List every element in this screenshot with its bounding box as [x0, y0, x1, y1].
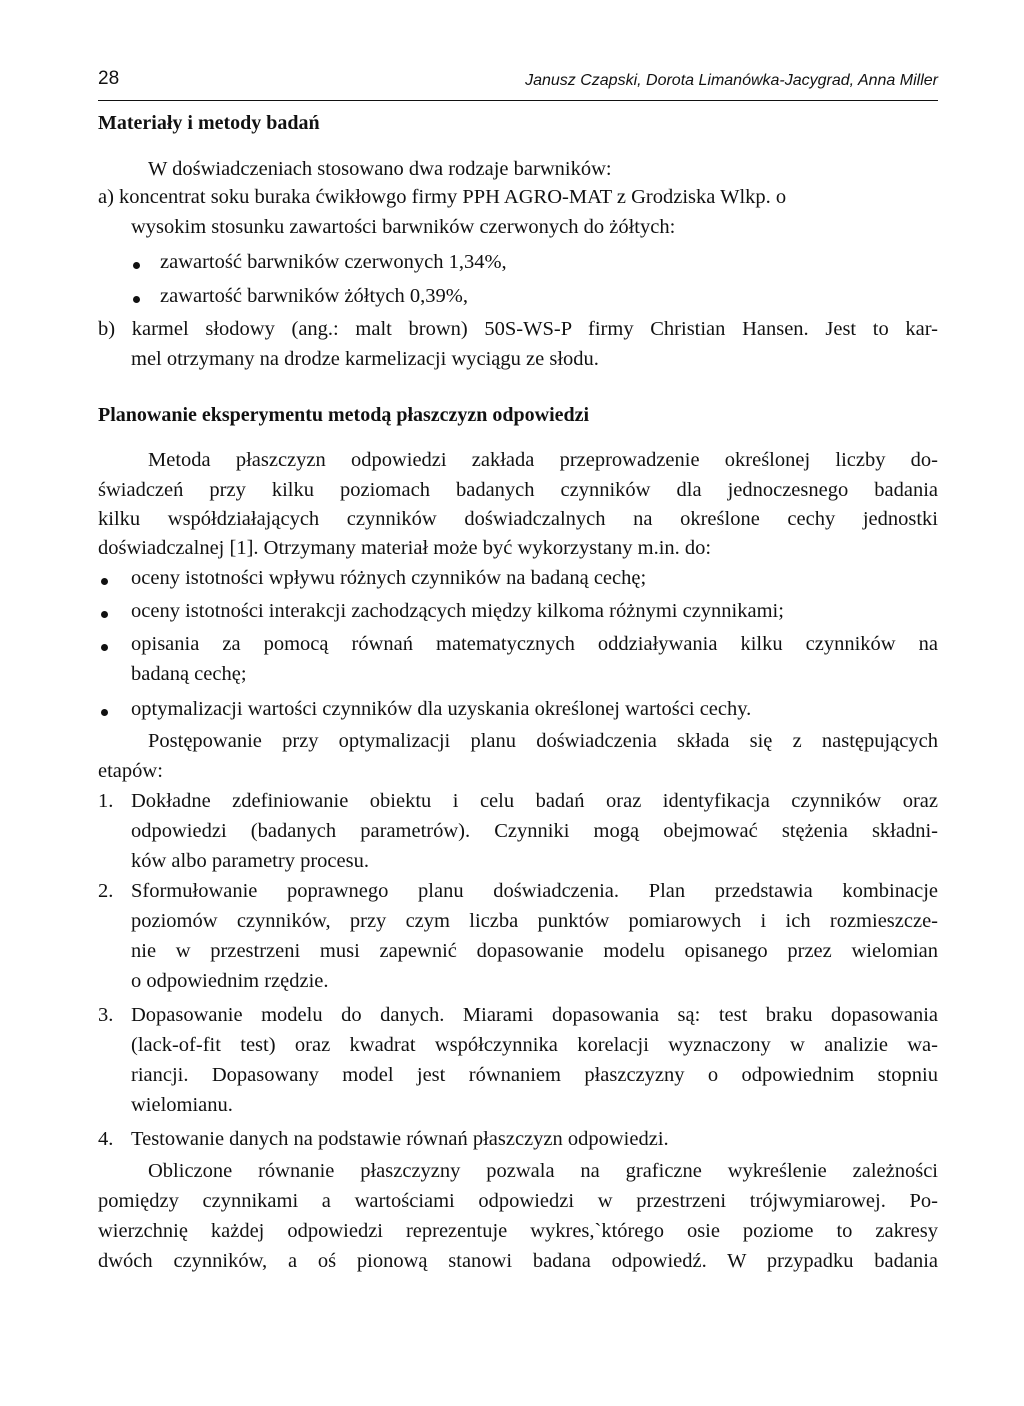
- paragraph-line: kilku współdziałających czynników doświadczalnych na określone cechy jednostki: [98, 508, 938, 530]
- numbered-item-line: odpowiedzi (badanych parametrów). Czynniki mogą obejmować stężenia składni-: [131, 820, 938, 842]
- bullet-red-pigment: zawartość barwników czerwonych 1,34%,: [160, 251, 507, 273]
- bullet-icon: [101, 578, 108, 585]
- intro-line: W doświadczeniach stosowano dwa rodzaje barwników:: [148, 158, 612, 180]
- numbered-item-line: wielomianu.: [131, 1094, 233, 1116]
- numbered-item-line: Dopasowanie modelu do danych. Miarami dopasowania są: test braku dopasowania: [131, 1004, 938, 1026]
- numbered-item-line: poziomów czynników, przy czym liczba punktów pomiarowych i ich rozmieszcze-: [131, 910, 938, 932]
- list-item-a-line1: a) koncentrat soku buraka ćwikłowgo firmy PPH AGRO-MAT z Grodziska Wlkp. o: [98, 186, 787, 208]
- bullet-icon: [101, 709, 108, 716]
- paragraph-line: doświadczalnej [1]. Otrzymany materiał może być wykorzystany m.in. do:: [98, 537, 712, 559]
- page-number: 28: [98, 68, 120, 89]
- numbered-item-number: 3.: [98, 1004, 114, 1026]
- section-heading-planning: Planowanie eksperymentu metodą płaszczyzn odpowiedzi: [98, 404, 590, 426]
- paragraph-line: Metoda płaszczyzn odpowiedzi zakłada przeprowadzenie określonej liczby do-: [148, 449, 938, 471]
- bullet-icon: [101, 611, 108, 618]
- numbered-item-line: riancji. Dopasowany model jest równaniem płaszczyzny o odpowiednim stopniu: [131, 1064, 938, 1086]
- numbered-item-line: nie w przestrzeni musi zapewnić dopasowanie modelu opisanego przez wielomian: [131, 940, 938, 962]
- paragraph-line: świadczeń przy kilku poziomach badanych czynników dla jednoczesnego badania: [98, 479, 938, 501]
- paragraph-line: Postępowanie przy optymalizacji planu doświadczenia składa się z następujących: [148, 730, 938, 752]
- numbered-item-line: (lack-of-fit test) oraz kwadrat współczynnika korelacji wyznaczony w analizie wa-: [131, 1034, 938, 1056]
- numbered-item-line: Testowanie danych na podstawie równań płaszczyzn odpowiedzi.: [131, 1128, 669, 1150]
- list-item-a-line2: wysokim stosunku zawartości barwników czerwonych do żółtych:: [131, 216, 676, 238]
- running-header: [98, 68, 938, 101]
- section-heading-materials: Materiały i metody badań: [98, 112, 320, 134]
- bullet-icon: [133, 262, 140, 269]
- numbered-item-line: Sformułowanie poprawnego planu doświadczenia. Plan przedstawia kombinacje: [131, 880, 938, 902]
- paragraph-line: pomiędzy czynnikami a wartościami odpowiedzi w przestrzeni trójwymiarowej. Po-: [98, 1190, 938, 1212]
- numbered-item-number: 4.: [98, 1128, 114, 1150]
- paragraph-line: dwóch czynników, a oś pionową stanowi badana odpowiedź. W przypadku badania: [98, 1250, 938, 1272]
- numbered-item-number: 2.: [98, 880, 114, 902]
- bullet-list-item-continued: badaną cechę;: [131, 663, 247, 685]
- bullet-list-item: oceny istotności wpływu różnych czynników na badaną cechę;: [131, 567, 647, 589]
- paragraph-line: etapów:: [98, 760, 163, 782]
- bullet-yellow-pigment: zawartość barwników żółtych 0,39%,: [160, 285, 468, 307]
- numbered-item-line: ków albo parametry procesu.: [131, 850, 369, 872]
- paragraph-line: Obliczone równanie płaszczyzny pozwala na graficzne wykreślenie zależności: [148, 1160, 938, 1182]
- bullet-icon: [133, 296, 140, 303]
- paragraph-line: wierzchnię każdej odpowiedzi reprezentuje wykres,`którego osie poziome to zakresy: [98, 1220, 938, 1242]
- bullet-list-item: oceny istotności interakcji zachodzących między kilkoma różnymi czynnikami;: [131, 600, 784, 622]
- numbered-item-line: Dokładne zdefiniowanie obiektu i celu badań oraz identyfikacja czynników oraz: [131, 790, 938, 812]
- bullet-list-item: opisania za pomocą równań matematycznych oddziaływania kilku czynników na: [131, 633, 938, 655]
- bullet-list-item: optymalizacji wartości czynników dla uzyskania określonej wartości cechy.: [131, 698, 752, 720]
- bullet-icon: [101, 644, 108, 651]
- numbered-item-line: o odpowiednim rzędzie.: [131, 970, 329, 992]
- list-item-b-line1: b) karmel słodowy (ang.: malt brown) 50S-WS-P firmy Christian Hansen. Jest to kar-: [98, 318, 938, 340]
- running-header-authors: Janusz Czapski, Dorota Limanówka-Jacygrad, Anna Miller: [525, 72, 938, 89]
- list-item-b-line2: mel otrzymany na drodze karmelizacji wyciągu ze słodu.: [131, 348, 599, 370]
- numbered-item-number: 1.: [98, 790, 114, 812]
